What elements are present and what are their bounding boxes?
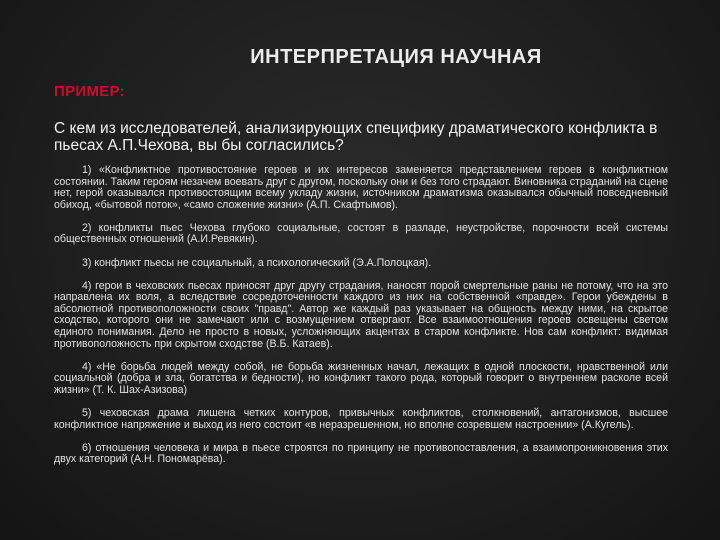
answer-item-5: 4) «Не борьба людей между собой, не борьба жизненных начал, лежащих в одной плоскости, нравственной или социальной (добра и зла, богатства и бедности), но конфликт такого рода, который говорит о внутреннем расколе всей жизни» (Т. К. Шах-Азизова): [54, 360, 668, 396]
question-text: С кем из исследователей, анализирующих специфику драматического конфликта в пьесах А.П.Чехова, вы бы согласились?: [54, 120, 658, 154]
answer-item-1: 1) «Конфликтное противостояние героев и их интересов заменяется представлением героев в конфликтном состоянии. Таким героям незачем воевать друг с другом, поскольку они и без того страдают. Виновника страданий на сцене нет, герой оказывался противостоящим всему укладу жизни, источником драматизма оказывался обычный повседневный обиход, «бытовой поток», «само сложение жизни» (А.П. Скафтымов).: [54, 164, 668, 211]
answer-item-7: 6) отношения человека и мира в пьесе строятся по принципу не противопоставления, а взаимопроникновения этих двух категорий (А.Н. Пономарёва).: [54, 441, 668, 466]
answer-item-6: 5) чеховская драма лишена четких контуров, привычных конфликтов, столкновений, антагонизмов, высшее конфликтное напряжение и выход из него состоит «в неразрешенном, но вполне созревшем настроении» (А.Кугель).: [54, 407, 668, 431]
slide-title: ИНТЕРПРЕТАЦИЯ НАУЧНАЯ: [250, 46, 542, 68]
answer-item-3: 3) конфликт пьесы не социальный, а психологический (Э.А.Полоцкая).: [82, 256, 432, 269]
answer-list: [54, 165, 668, 477]
answer-item-4: 4) герои в чеховских пьесах приносят друг другу страдания, наносят порой смертельные раны не потому, что на это направлена их воля, а вследствие сосредоточенности каждого из них на собственной «правде». Герои убеждены в абсолютной противоположности своих "правд". Автор же каждый раз указывает на общность между ними, на скрытое сходство, которого они не замечают или с возмущением отвергают. Все взаимоотношения героев освещены светом единого понимания. Дело не просто в новых, усложняющих акцентах в старом конфликте. Нов сам конфликт: видимая противоположность при скрытом сходстве (В.Б. Катаев).: [54, 279, 668, 350]
answer-item-2: 2) конфликты пьес Чехова глубоко социальные, состоят в разладе, неустройстве, порочности всей системы общественных отношений (А.И.Ревякин).: [54, 221, 668, 246]
example-label: ПРИМЕР:: [54, 83, 125, 100]
